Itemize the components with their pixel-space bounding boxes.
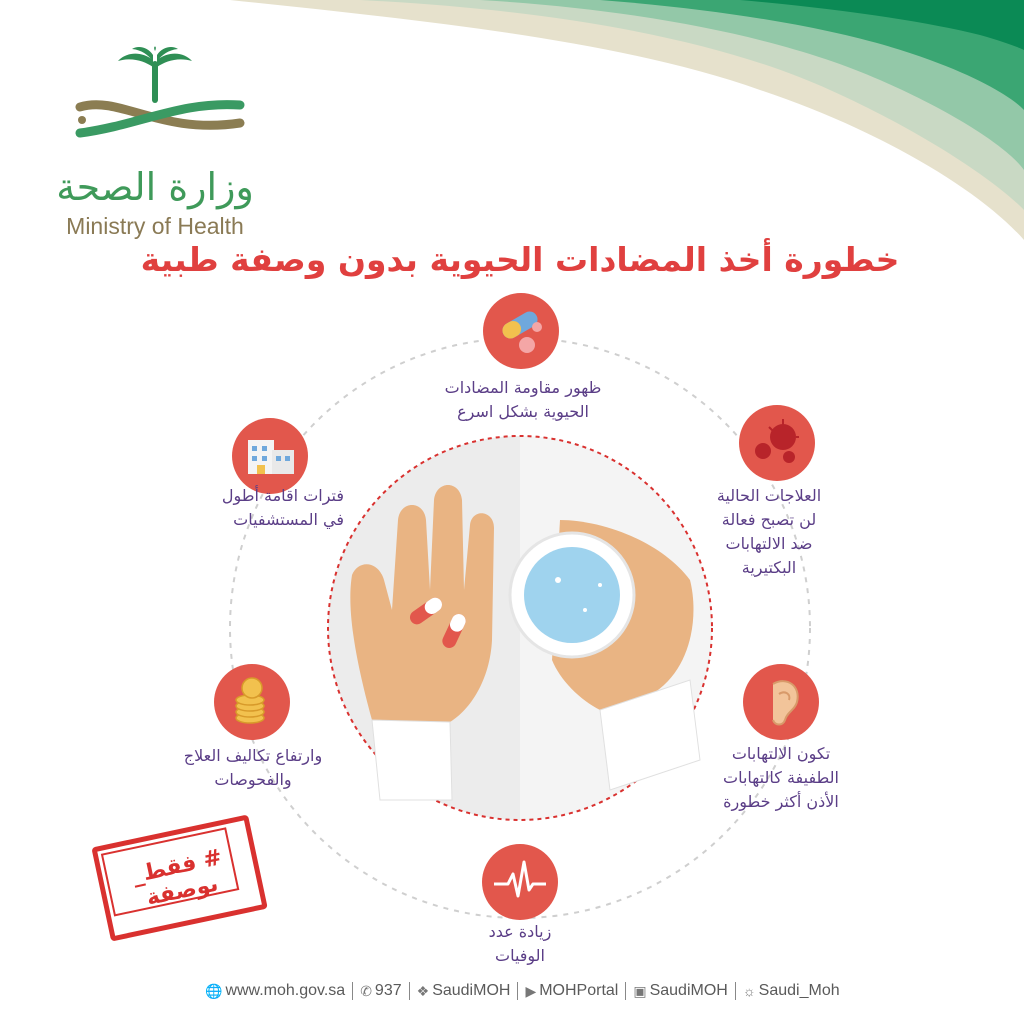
ministry-name-english: Ministry of Health xyxy=(66,213,244,239)
twitter-icon: ❖ xyxy=(416,982,430,999)
point-bottom-right-label: تكون الالتهابات الطفيفة كالتهابات الأذن أكثر خطورة xyxy=(723,744,839,811)
instagram-icon: ▣ xyxy=(633,982,647,999)
instagram-link[interactable]: ▣ SaudiMOH xyxy=(633,982,728,999)
youtube-link[interactable]: ▶ MOHPortal xyxy=(525,982,619,999)
point-top-right-label: العلاجات الحالية لن تصبح فعالة ضد الالتهابات البكتيرية xyxy=(716,486,822,577)
phone-icon: ✆ xyxy=(360,982,372,999)
snapchat-link[interactable]: ☼ Saudi_Moh xyxy=(742,982,840,999)
globe-icon: 🌐 xyxy=(205,982,223,999)
point-bottom-left-label: وارتفاع تكاليف العلاج والفحوصات xyxy=(183,746,323,789)
ear-icon xyxy=(743,664,819,740)
contact-footer xyxy=(205,978,840,1004)
point-top-left-label: فترات اقامة أطول في المستشفيات xyxy=(221,486,344,529)
twitter-link[interactable]: ❖ SaudiMOH xyxy=(416,982,511,999)
coins-icon xyxy=(214,664,290,740)
phone-link[interactable]: ✆ 937 xyxy=(360,982,402,999)
stamp-hashtag: # فقط_ بوصفة xyxy=(130,845,225,912)
pills-icon xyxy=(483,293,559,369)
ministry-name-arabic: وزارة الصحة xyxy=(56,165,254,209)
hospital-icon xyxy=(232,418,308,494)
website-link[interactable]: 🌐 www.moh.gov.sa xyxy=(205,982,346,999)
page-title: خطورة أخذ المضادات الحيوية بدون وصفة طبية xyxy=(140,240,900,279)
youtube-icon: ▶ xyxy=(525,982,537,999)
snapchat-icon: ☼ xyxy=(742,983,756,999)
heartbeat-icon xyxy=(482,844,558,920)
point-bottom-label: زيادة عدد الوفيات xyxy=(488,922,552,965)
point-top-label: ظهور مقاومة المضادات الحيوية بشكل اسرع xyxy=(444,378,602,421)
bacteria-icon xyxy=(739,405,815,481)
